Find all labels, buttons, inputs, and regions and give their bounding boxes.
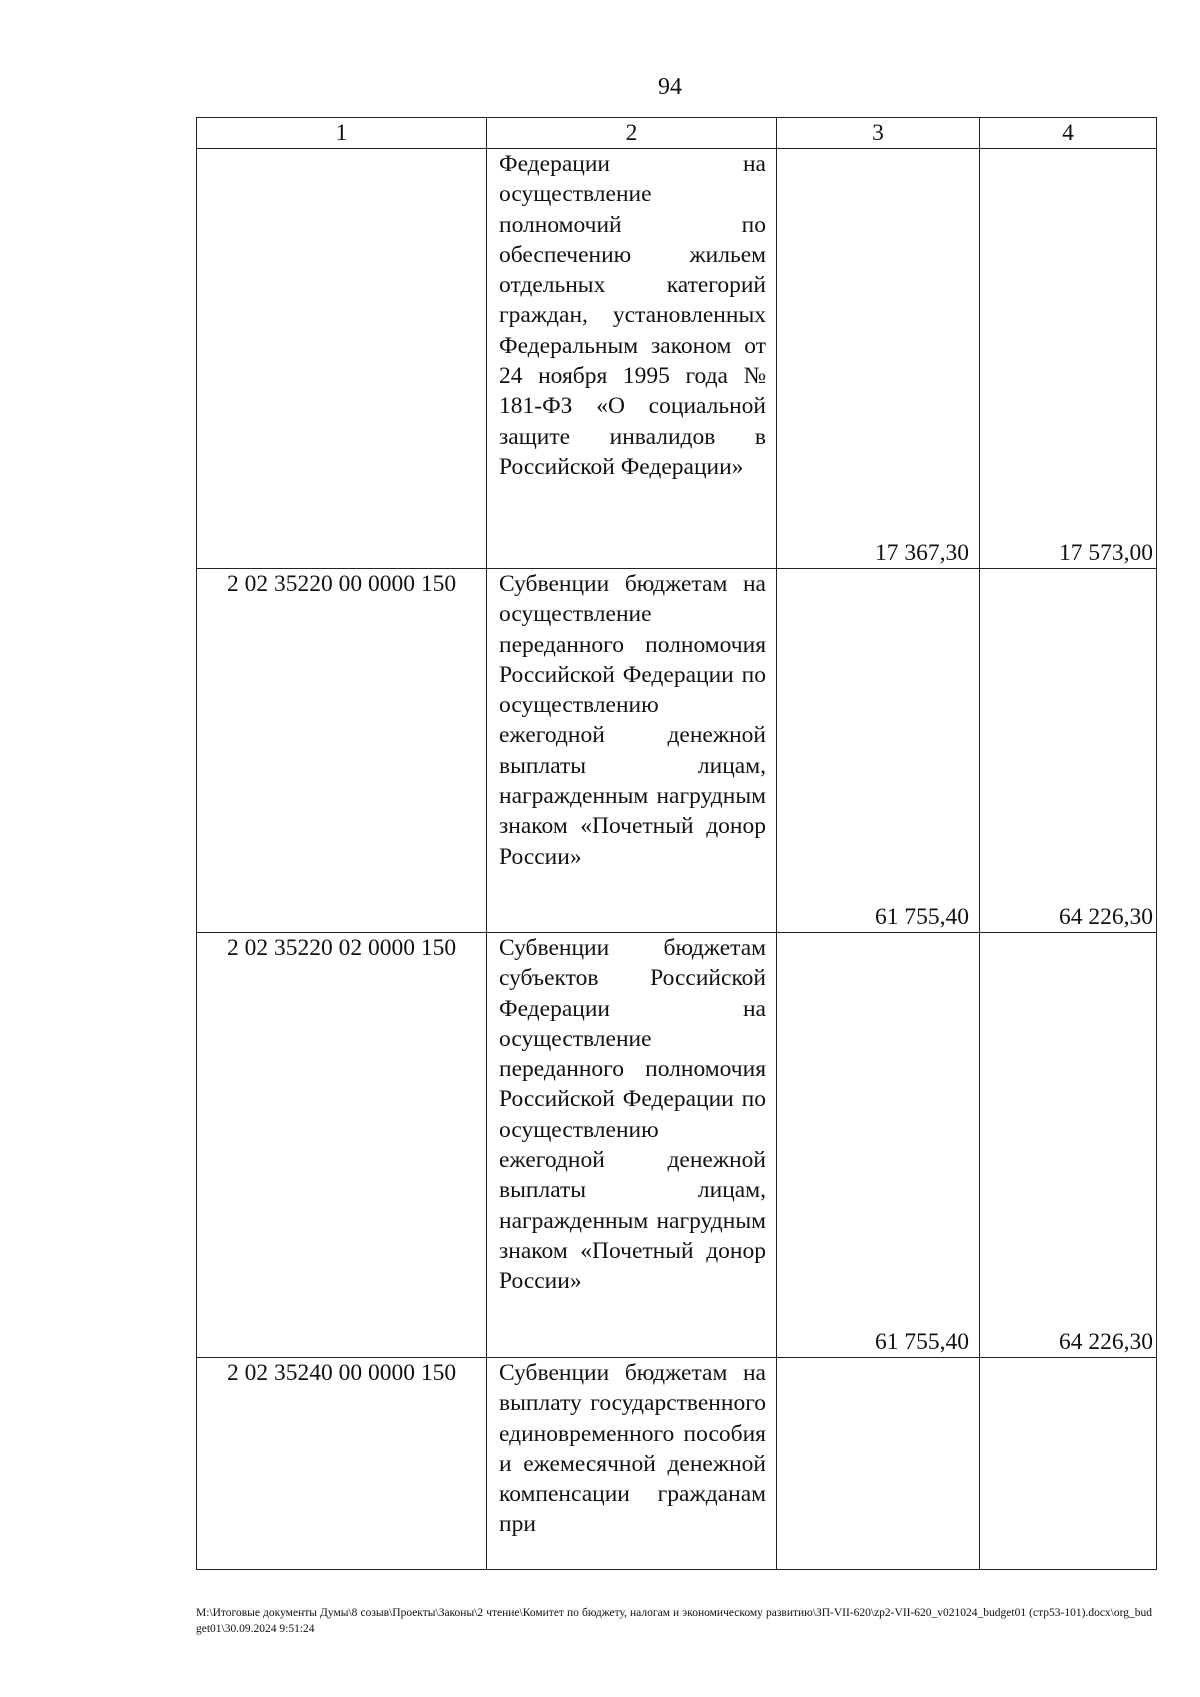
row-name: Субвенции бюджетам на осуществление переданного полномочия Российской Федерации по осуществлению ежегодной денежной выплаты лицам, награжденным нагрудным знаком «Почетный донор России» [487,569,777,933]
table-row [197,149,1157,569]
file-path-footer: M:\Итоговые документы Думы\8 созыв\Проекты\Законы\2 чтение\Комитет по бюджету, налогам и экономическому развитию\ЗП-VII-620\zp2-VII-620_v021024_budget01 (стр53-101).docx\org_budget01\30.09.2024 9:51:24 [196,1607,1152,1635]
table-row [197,569,1157,933]
row-name: Субвенции бюджетам на выплату государственного единовременного пособия и ежемесячной денежной компенсации гражданам при [487,1358,777,1570]
row-value-4: 64 226,30 [980,933,1157,1358]
table-row [197,1358,1157,1570]
row-value-3 [777,1358,980,1570]
header-col-1: 1 [197,118,487,149]
header-col-2: 2 [487,118,777,149]
row-code: 2 02 35240 00 0000 150 [197,1358,487,1570]
table-row [197,933,1157,1358]
budget-table [196,117,1157,1570]
row-name: Субвенции бюджетам субъектов Российской Федерации на осуществление переданного полномочия Российской Федерации по осуществлению ежегодной денежной выплаты лицам, награжденным нагрудным знаком «Почетный донор России» [487,933,777,1358]
row-code: 2 02 35220 00 0000 150 [197,569,487,933]
row-value-4 [980,1358,1157,1570]
header-col-4: 4 [980,118,1157,149]
header-col-3: 3 [777,118,980,149]
row-value-4: 64 226,30 [980,569,1157,933]
row-code: 2 02 35220 02 0000 150 [197,933,487,1358]
row-name: Федерации на осуществление полномочий по обеспечению жильем отдельных категорий граждан, установленных Федеральным законом от 24 ноября 1995 года № 181-ФЗ «О социальной защите инвалидов в Российской Федерации» [487,149,777,569]
row-value-3: 61 755,40 [777,569,980,933]
row-code [197,149,487,569]
header-row [197,118,1157,149]
row-value-4: 17 573,00 [980,149,1157,569]
row-value-3: 61 755,40 [777,933,980,1358]
page-number: 94 [658,74,682,100]
row-value-3: 17 367,30 [777,149,980,569]
